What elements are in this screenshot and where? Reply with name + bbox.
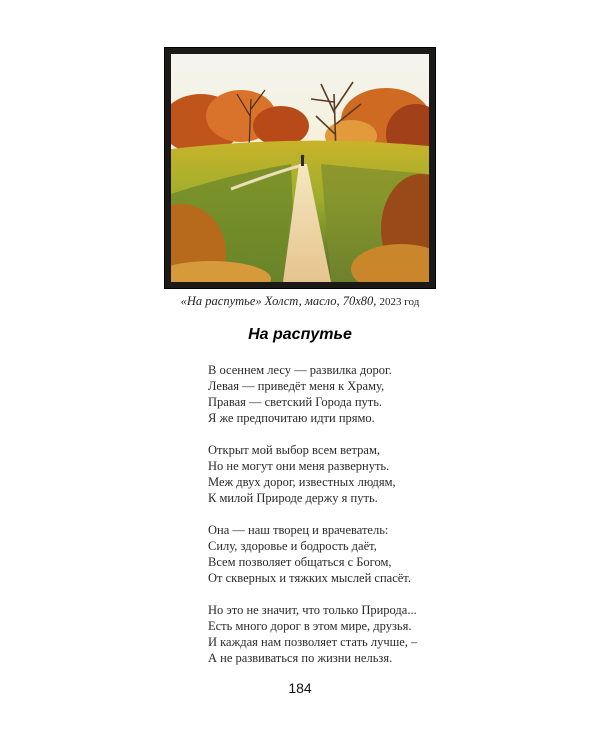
poem-stanza bbox=[208, 522, 417, 586]
poem-line: И каждая нам позволяет стать лучше, – bbox=[208, 635, 418, 649]
caption-year: 2023 год bbox=[379, 296, 420, 308]
poem-line: Я же предпочитаю идти прямо. bbox=[208, 411, 375, 425]
caption-title: «На распутье» bbox=[180, 294, 262, 308]
page-number: 184 bbox=[288, 680, 312, 696]
poem-line: В осеннем лесу — развилка дорог. bbox=[208, 363, 392, 377]
poem-line: Но это не значит, что только Природа... bbox=[208, 603, 417, 617]
painting-frame bbox=[165, 48, 435, 288]
poem-line: От скверных и тяжких мыслей спасёт. bbox=[208, 571, 411, 585]
painting-caption bbox=[0, 294, 600, 309]
poem-line: Открыт мой выбор всем ветрам, bbox=[208, 443, 380, 457]
poem-line: К милой Природе держу я путь. bbox=[208, 491, 378, 505]
poem-line: А не развиваться по жизни нельзя. bbox=[208, 651, 393, 665]
painting-image bbox=[171, 54, 429, 282]
poem-line: Правая — светский Города путь. bbox=[208, 395, 383, 409]
poem-stanza bbox=[208, 362, 417, 426]
poem-stanza bbox=[208, 602, 417, 666]
poem-line: Она — наш творец и врачеватель: bbox=[208, 523, 389, 537]
poem-body bbox=[208, 362, 417, 682]
poem-stanza bbox=[208, 442, 417, 506]
poem-line: Всем позволяет общаться с Богом, bbox=[208, 555, 392, 569]
poem-line: Но не могут они меня развернуть. bbox=[208, 459, 390, 473]
poem-line: Силу, здоровье и бодрость даёт, bbox=[208, 539, 377, 553]
poem-line: Меж двух дорог, известных людям, bbox=[208, 475, 396, 489]
caption-details: Холст, масло, 70x80, bbox=[261, 294, 380, 308]
poem-line: Левая — приведёт меня к Храму, bbox=[208, 379, 385, 393]
poem-title: На распутье bbox=[248, 326, 352, 343]
poem-line: Есть много дорог в этом мире, друзья. bbox=[208, 619, 412, 633]
